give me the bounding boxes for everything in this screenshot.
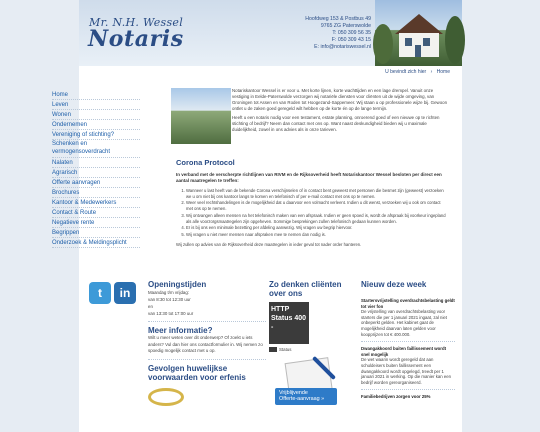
news-title: Nieuw deze week (361, 280, 427, 289)
nav-item-kantoor[interactable]: Kantoor & Medewerkers (52, 198, 140, 208)
nav-item-leven[interactable]: Leven (52, 100, 140, 110)
breadcrumb-home-link[interactable]: Home (436, 69, 450, 75)
news-item-body: De vrijstelling van overdrachtsbelasting voor starters die per 1 januari 2021 ingaat, zal niet onbeperkt gelden. Het kabinet gaat de mogelijkheid daarvan laten gelden voor koopprijzen tot € 400.000. (361, 309, 447, 337)
hours-morning: van 8:30 tot 12:30 uur (148, 297, 191, 302)
nav-item-schenken[interactable]: Schenken en vermogensoverdracht (52, 140, 140, 158)
more-info-title: Meer informatie? (148, 326, 213, 335)
nav-item-vereniging[interactable]: Vereniging of stichting? (52, 130, 140, 140)
address-email[interactable]: E: info@notariswessel.nl (314, 44, 371, 50)
linkedin-icon[interactable]: in (114, 282, 136, 304)
consequences-title[interactable]: Gevolgen huwelijkse voorwaarden voor erfenis (148, 363, 246, 382)
intro-text (232, 88, 449, 136)
divider (361, 341, 455, 342)
address-postcode: 9765 ZG Paterswolde (320, 23, 371, 29)
news-column (361, 280, 455, 400)
nav-item-agrarisch[interactable]: Agrarisch (52, 168, 140, 178)
corona-section (176, 158, 446, 248)
hours-and: en (148, 304, 153, 309)
corona-title: Corona Protocol (176, 158, 235, 167)
news-item-title[interactable]: Familiebedrijven zorgen voor 25% (361, 394, 431, 400)
news-item-title[interactable]: Dwangakkoord buiten faillissement wordt snel mogelijk (361, 346, 446, 357)
nav-item-nalaten[interactable]: Nalaten (52, 158, 140, 168)
nav-item-contact[interactable]: Contact & Route (52, 208, 140, 218)
sidebar-nav (52, 90, 140, 248)
nav-item-begrippen[interactable]: Begrippen (52, 228, 140, 238)
offerte-button[interactable] (275, 388, 337, 405)
corona-footer: Wij zullen op advies van de Rijksoverheid deze maatregelen in ieder geval tot nader order hanteren. (176, 241, 362, 247)
nav-item-ondernemen[interactable]: Ondernemen (52, 120, 140, 130)
breadcrumb-separator-icon: › (430, 69, 433, 75)
news-item[interactable] (361, 394, 455, 400)
nav-item-home[interactable]: Home (52, 90, 140, 100)
intro-paragraph-2: Heeft u een notaris nodig voor een testament, estate planning, onroerend goed of een nieuwe op te richten stichting of bedrijf? Neem dan contact met ons op. Want naast deskundigheid bieden wij u maximale duidelijkheid, zowel in ons advies als in onze tarieven. (232, 115, 440, 132)
house-illustration (375, 0, 462, 66)
offerte-banner[interactable] (269, 360, 339, 414)
offerte-line1: Vrijblijvende (279, 390, 308, 396)
divider (361, 389, 455, 390)
news-item-title[interactable]: Startersvrijstelling overdrachtsbelasting geldt tot vier fon (361, 298, 455, 309)
corona-item: 2. Weer veel rechtshandelingen is de mogelijkheid dat u daarvoor een volmacht verleent. Indien u dit wenst, verzoeken wij u ook om contact met ons op te nemen. (186, 200, 446, 211)
intro-building-photo (171, 88, 231, 144)
corona-item: 4. Er is bij ons een minimale bezetting per afdeling aanwezig. Wij vragen uw begrip hiervoor. (186, 225, 446, 231)
more-info-text[interactable]: Wilt u meer weten over dit onderwerp? Of zoekt u iets anders? Vul dan hier ons contactformulier in. Wij nemen zo spoedig mogelijk contact met u op. (148, 335, 263, 353)
header-address (271, 16, 371, 51)
corona-item: 1. Wanneer u last heeft van de bekende Corona verschijnselen of in contact bent geweest met personen die besmet zijn (geweest) verzoeken we u om niet bij ons kantoor langs te komen en telefonisch of per e-mail contact met ons op te nemen. (186, 188, 446, 199)
nav-item-wonen[interactable]: Wonen (52, 110, 140, 120)
news-item[interactable] (361, 298, 455, 337)
header (79, 0, 462, 66)
clients-column (269, 280, 355, 414)
page (52, 0, 462, 432)
nav-item-offerte[interactable]: Offerte aanvragen (52, 178, 140, 188)
offerte-line2: Offerte-aanvraag » (279, 396, 325, 403)
intro-paragraph-1: Notariskantoor Wessel is er voor u. Met korte lijnen, korte wachttijden en een lage drempel. Vanuit onze vestiging in Eelde-Paterswolde verzorgen wij notariële diensten voor cliënten uit de wijde omgeving, van Groningen tot Assen en van Roden tot Hoogezand-Sappemeer. Wij staan u op professionele wijze bij. Gewoon ontlet u de zaken goed geregeld wilt hebben op de korte én op de lange termijn. (232, 88, 448, 111)
hours-title: Openingstijden (148, 280, 207, 289)
news-item-body: De wet waarin wordt geregeld dat aan schuldeisers buiten faillissement een dwangakkoord wordt opgelegd, treedt per 1 januari 2021 in werking. Op die manier kan een bedrijf worden gereorganiseerd. (361, 357, 452, 385)
hours-afternoon: van 13:30 tot 17:00 uur (148, 311, 194, 316)
office-building-photo (375, 0, 462, 66)
twitter-icon[interactable]: t (89, 282, 111, 304)
breadcrumb-prefix: U bevindt zich hier (385, 69, 427, 75)
address-street: Hoofdweg 153 & Postbus 49 (305, 16, 371, 22)
divider (148, 321, 266, 322)
review-status-label: Status (279, 347, 292, 352)
corona-item: 3. Wij ontvangen alleen mensen na het telefonisch maken van een afspraak. Indien er geen spoed is, wordt de afspraak bij voorkeur ingepland als alle voorzorgsmaatregelen zijn opgeheven. Sommige besprekingen zullen telefonisch gedaan kunnen worden. (186, 213, 446, 224)
broken-image-icon (269, 347, 277, 352)
hours-days: Maandag t/m vrijdag: (148, 290, 189, 295)
breadcrumb (382, 69, 450, 75)
hours-column (148, 280, 266, 406)
nav-item-brochures[interactable]: Brochures (52, 188, 140, 198)
divider (148, 359, 266, 360)
nav-item-negatieve-rente[interactable]: Negatieve rente (52, 218, 140, 228)
news-item[interactable] (361, 346, 455, 385)
corona-lead: In verband met de verscherpte richtlijnen van RIVM en de Rijksoverheid heeft Notariskantoor Wessel besloten per direct een aantal maatregelen te treffen: (176, 172, 442, 183)
address-fax: F: 050 309 43 15 (331, 37, 371, 43)
address-phone: T: 050 309 56 35 (332, 30, 371, 36)
corona-list (176, 188, 446, 238)
review-widget-caption (269, 347, 355, 352)
nav-item-onderzoek[interactable]: Onderzoek & Meldingsplicht (52, 238, 140, 248)
logo-title[interactable]: Notaris (88, 26, 184, 52)
review-widget[interactable]: HTTP Status 400 - (269, 302, 309, 344)
corona-item: 5. Wij vragen u niet meer mensen naar afspraken mee te nemen dan nodig is. (186, 232, 446, 238)
clients-title: Zo denken cliënten over ons (269, 280, 342, 298)
wedding-rings-photo (148, 388, 184, 406)
logo-subtitle[interactable]: Mr. N.H. Wessel (89, 16, 184, 29)
